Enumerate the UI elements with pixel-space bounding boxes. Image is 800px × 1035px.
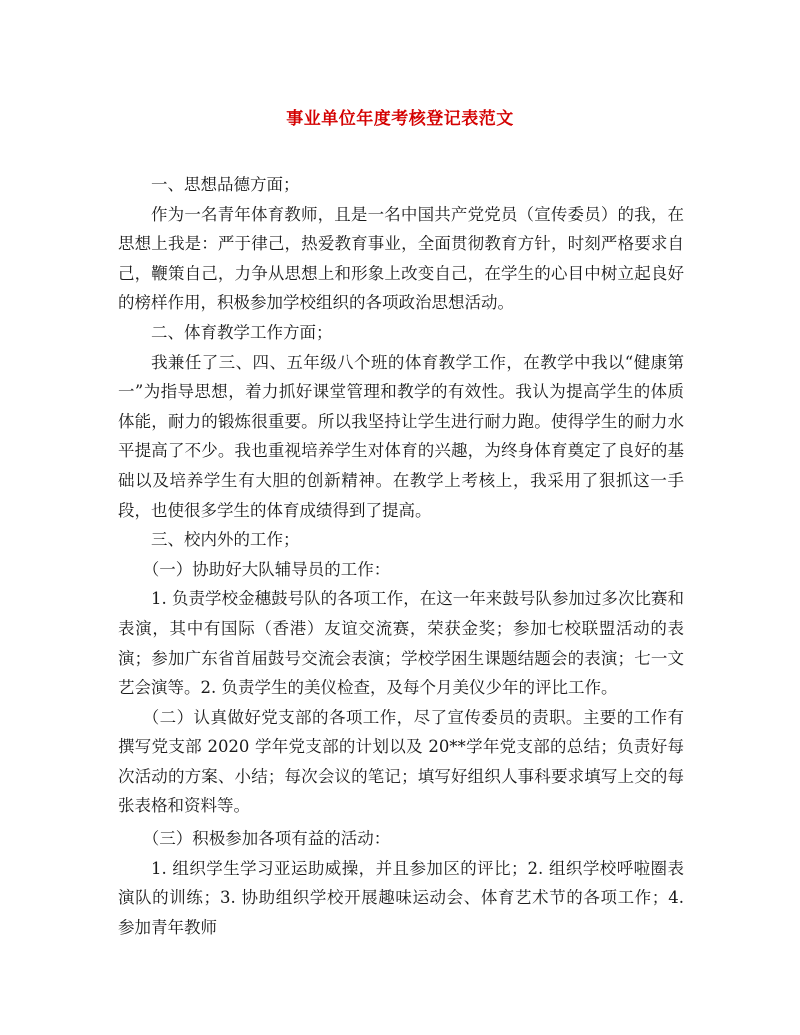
paragraph-activities: 1. 组织学生学习亚运助威操，并且参加区的评比；2. 组织学校呼啦圈表演队的训练；3. 协助组织学校开展趣味运动会、体育艺术节的各项工作；4. 参加青年教师 <box>118 858 684 937</box>
paragraph-teaching: 我兼任了三、四、五年级八个班的体育教学工作，在教学中我以“健康第一”为指导思想，着力抓好课堂管理和教学的有效性。我认为提高学生的体质体能，耐力的锻炼很重要。所以我坚持让学生进行耐力跑。使得学生的耐力水平提高了不少。我也重视培养学生对体育的兴趣，为终身体育奠定了良好的基础以及培养学生有大胆的创新精神。在教学上考核上，我采用了狠抓这一手段，也使很多学生的体育成绩得到了提高。 <box>118 352 684 520</box>
paragraph-ideology: 作为一名青年体育教师，且是一名中国共产党党员（宣传委员）的我，在思想上我是：严于律己，热爱教育事业，全面贯彻教育方针，时刻严格要求自己，鞭策自己，力争从思想上和形象上改变自己，在学生的心目中树立起良好的榜样作用，积极参加学校组织的各项政治思想活动。 <box>118 204 684 313</box>
subsection-heading-1: （一）协助好大队辅导员的工作： <box>142 559 391 579</box>
document-body <box>118 170 684 942</box>
section-heading-school-work: 三、校内外的工作； <box>151 530 300 550</box>
paragraph-party-branch: （二）认真做好党支部的各项工作，尽了宣传委员的责职。主要的工作有撰写党支部 2020 学年党支部的计划以及 20**学年党支部的总结；负责好每次活动的方案、小结；每次会议的笔记；填写好组织人事科要求填写上交的每张表格和资料等。 <box>118 707 684 816</box>
subsection-heading-3: （三）积极参加各项有益的活动： <box>142 829 391 849</box>
document-title: 事业单位年度考核登记表范文 <box>286 109 514 129</box>
section-heading-ideology: 一、思想品德方面； <box>151 175 300 194</box>
section-heading-teaching: 二、体育教学工作方面； <box>151 322 333 342</box>
paragraph-drum-team: 1. 负责学校金穗鼓号队的各项工作，在这一年来鼓号队参加过多次比赛和表演，其中有国际（香港）友谊交流赛，荣获金奖；参加七校联盟活动的表演；参加广东省首届鼓号交流会表演；学校学困生课题结题会的表演；七一文艺会演等。2. 负责学生的美仪检查，及每个月美仪少年的评比工作。 <box>118 589 684 698</box>
